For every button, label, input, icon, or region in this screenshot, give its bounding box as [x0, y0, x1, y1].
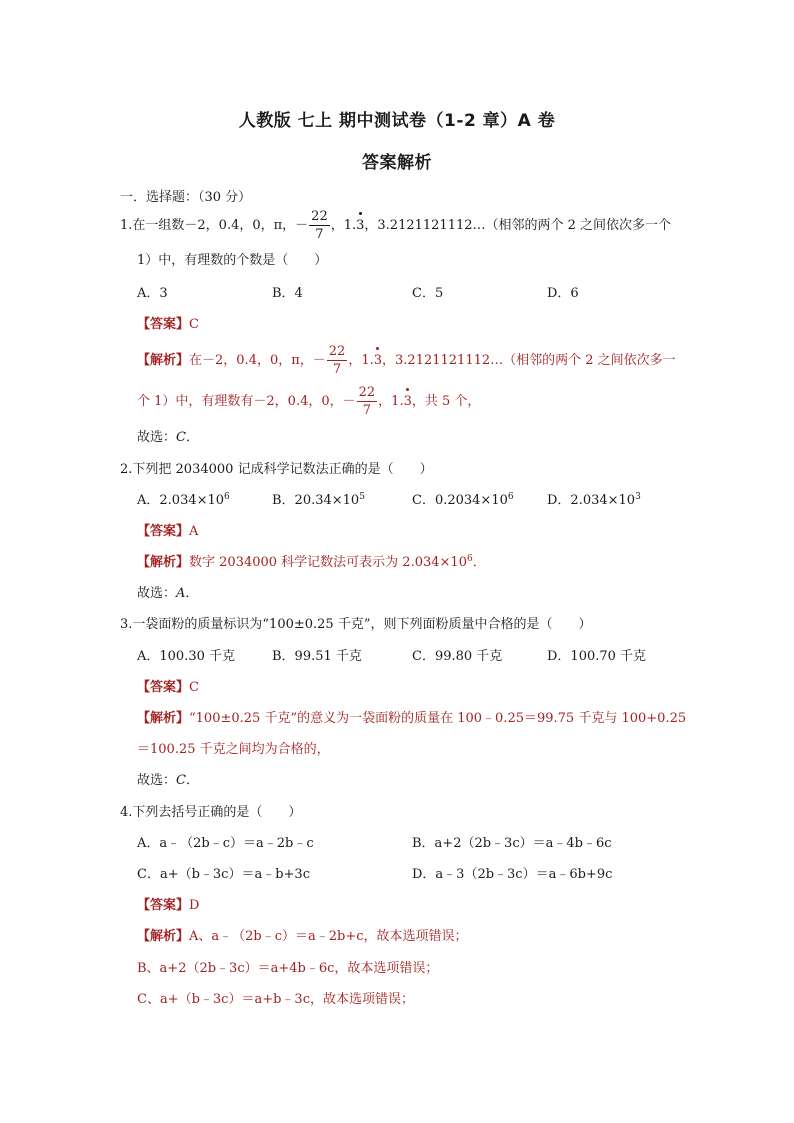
q4-option-b: B．a+2（2b﹣3c）＝a﹣4b﹣6c: [412, 836, 612, 851]
q2-option-b: B．$20.34\times 10^5$: [272, 492, 365, 508]
document-title: 人教版 七上 期中测试卷（1-2 章）A 卷: [238, 111, 556, 131]
q3-analysis-line2: ＝100.25 千克之间均为合格的，: [137, 742, 330, 757]
q4-answer: 【答案】D: [137, 898, 200, 913]
answer-label: 【答案】: [137, 317, 190, 332]
q2-option-a: A．$2.034\times 10^6$: [137, 492, 230, 508]
q4-option-c: C．a+（b﹣3c）＝a﹣b+3c: [137, 867, 310, 882]
q1-conclusion: 故选：C．: [137, 430, 199, 445]
q3-answer: 【答案】C: [137, 680, 199, 695]
q3-stem: 3.一袋面粉的质量标识为“100±0.25 千克”，则下列面粉质量中合格的是（ ）: [120, 617, 592, 632]
q1-stem-line2: 1）中，有理数的个数是（ ）: [137, 253, 328, 268]
q3-option-c: C．99.80 千克: [412, 649, 503, 664]
q1-option-a: A．3: [137, 286, 168, 301]
q1-option-b: B．4: [272, 286, 303, 301]
q1-fraction: $\frac{22}{7}$: [311, 209, 328, 242]
q3-analysis-line1: 【解析】“100±0.25 千克”的意义为一袋面粉的质量在 100﹣0.25＝99.75 千克与 100+0.25: [137, 711, 687, 726]
section-heading: 一．选择题：（30 分）: [120, 190, 252, 205]
q4-analysis-line2: B、a+2（2b﹣3c）＝a+4b﹣6c，故本选项错误；: [137, 961, 439, 976]
q4-analysis-line1: 【解析】A、a﹣（2b﹣c）＝a﹣2b+c，故本选项错误；: [137, 929, 468, 944]
q2-option-d: D．$2.034\times 10^3$: [547, 492, 641, 508]
q1-analysis-line1: 【解析】在－2，0.4，0，π，－ $\frac{22}{7}$ ，1.3，3.2121121112…（相邻的两个 2 之间依次多一: [137, 344, 676, 377]
q4-option-a: A．a﹣（2b﹣c）＝a﹣2b﹣c: [137, 836, 314, 851]
q3-conclusion: 故选：C．: [137, 773, 199, 788]
q4-option-d: D．a﹣3（2b﹣3c）＝a﹣6b+9c: [412, 867, 613, 882]
q2-answer: 【答案】A: [137, 524, 199, 539]
q1-analysis-line2: 个 1）中，有理数有－2，0.4，0，－ $\frac{22}{7}$ ，1.3，共 5 个，: [137, 385, 481, 418]
q2-option-c: C．$0.2034\times 10^6$: [412, 492, 514, 508]
q1-answer: 【答案】C: [137, 317, 199, 332]
document-subtitle: 答案解析: [362, 153, 432, 173]
q4-analysis-line3: C、a+（b﹣3c）＝a+b﹣3c，故本选项错误；: [137, 992, 414, 1007]
q1-repeating-digit: 3: [356, 218, 365, 233]
analysis-label: 【解析】: [137, 353, 190, 368]
q2-analysis: 【解析】数字 2034000 科学记数法可表示为 $2.034\times 10^6$．: [137, 554, 486, 570]
q1-option-d: D．6: [547, 286, 579, 301]
q2-stem: 2.下列把 2034000 记成科学记数法正确的是（ ）: [120, 462, 433, 477]
q4-stem: 4.下列去括号正确的是（ ）: [120, 805, 302, 820]
q1-stem-line1: 1.在一组数－2，0.4，0，π，－ $\frac{22}{7}$ ，1.3，3.2121121112…（相邻的两个 2 之间依次多一个: [120, 209, 672, 242]
q3-option-b: B．99.51 千克: [272, 649, 362, 664]
q2-conclusion: 故选：A．: [137, 586, 199, 601]
q3-option-a: A．100.30 千克: [137, 649, 236, 664]
q3-option-d: D．100.70 千克: [547, 649, 647, 664]
q1-option-c: C．5: [412, 286, 444, 301]
